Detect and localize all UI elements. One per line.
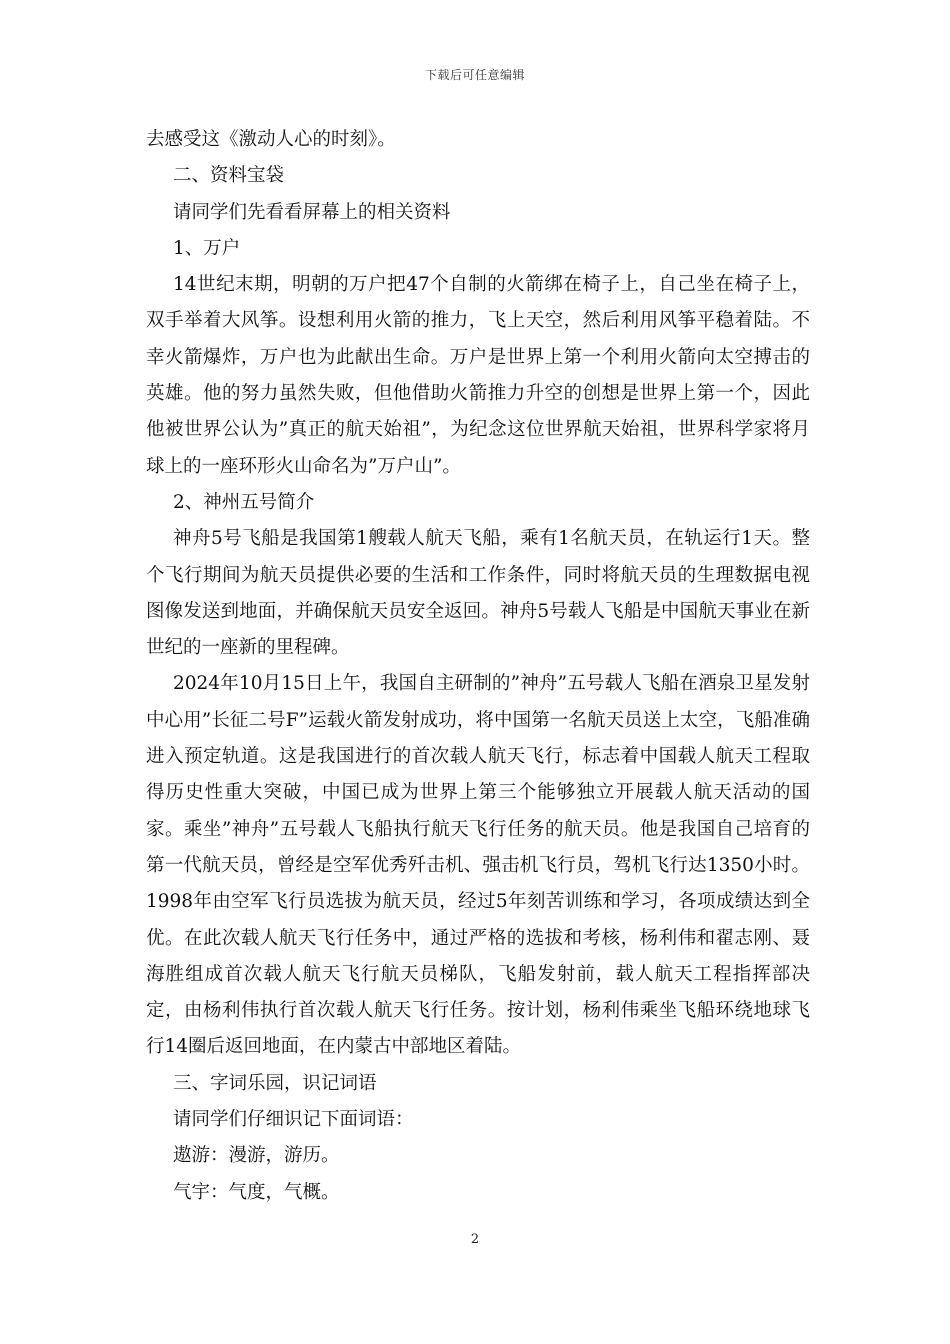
subheading-shenzhou: 2、神州五号简介 bbox=[173, 491, 315, 513]
subheading-wanhu: 1、万户 bbox=[173, 237, 241, 259]
vocabulary-item: 气宇：气度，气概。 bbox=[173, 1181, 340, 1203]
paragraph-shenzhou-launch: 2024年10月15日上午，我国自主研制的”神舟”五号载人飞船在酒泉卫星发射中心用”长征二号F”运载火箭发射成功，将中国第一名航天员送上太空，飞船准确进入预定轨道。这是我国进行的首次载人航天飞行，标志着中国载人航天工程取得历史性重大突破，中国已成为世界上第三个能够独立开展载人航天活动的国家。乘坐”神舟”五号载人飞船执行航天飞行任务的航天员。他是我国自己培育的第一代航天员，曾经是空军优秀歼击机、强击机飞行员，驾机飞行达1350小时。1998年由空军飞行员选拔为航天员，经过5年刻苦训练和学习，各项成绩达到全优。在此次载人航天飞行任务中，通过严格的选拔和考核，杨利伟和翟志刚、聂海胜组成首次载人航天飞行航天员梯队，飞船发射前，载人航天工程指挥部决定，由杨利伟执行首次载人航天飞行任务。按计划，杨利伟乘坐飞船环绕地球飞行14圈后返回地面，在内蒙古中部地区着陆。 bbox=[146, 673, 810, 1058]
instruction-vocabulary: 请同学们仔细识记下面词语： bbox=[173, 1109, 414, 1131]
section-heading-vocabulary: 三、字词乐园，识记词语 bbox=[173, 1072, 377, 1094]
instruction-text: 请同学们先看看屏幕上的相关资料 bbox=[173, 201, 451, 223]
section-heading-materials: 二、资料宝袋 bbox=[173, 165, 285, 187]
document-body bbox=[146, 122, 810, 1211]
paragraph-wanhu: 14世纪末期，明朝的万户把47个自制的火箭绑在椅子上，自己坐在椅子上，双手举着大风筝。设想利用火箭的推力，飞上天空，然后利用风筝平稳着陆。不幸火箭爆炸，万户也为此献出生命。万户是世界上第一个利用火箭向太空搏击的英雄。他的努力虽然失败，但他借助火箭推力升空的创想是世界上第一个，因此他被世界公认为”真正的航天始祖”，为纪念这位世界航天始祖，世界科学家将月球上的一座环形火山命名为”万户山”。 bbox=[146, 274, 810, 477]
page-number: 2 bbox=[470, 1232, 480, 1247]
vocabulary-item: 遨游：漫游，游历。 bbox=[173, 1145, 340, 1167]
paragraph-shenzhou-intro: 神舟5号飞船是我国第1艘载人航天飞船，乘有1名航天员，在轨运行1天。整个飞行期间为航天员提供必要的生活和工作条件，同时将航天员的生理数据电视图像发送到地面，并确保航天员安全返回。神舟5号载人飞船是中国航天事业在新世纪的一座新的里程碑。 bbox=[146, 528, 810, 659]
paragraph-continuation: 去感受这《激动人心的时刻》。 bbox=[146, 129, 396, 150]
page-header: 下载后可任意编辑 bbox=[424, 68, 525, 82]
